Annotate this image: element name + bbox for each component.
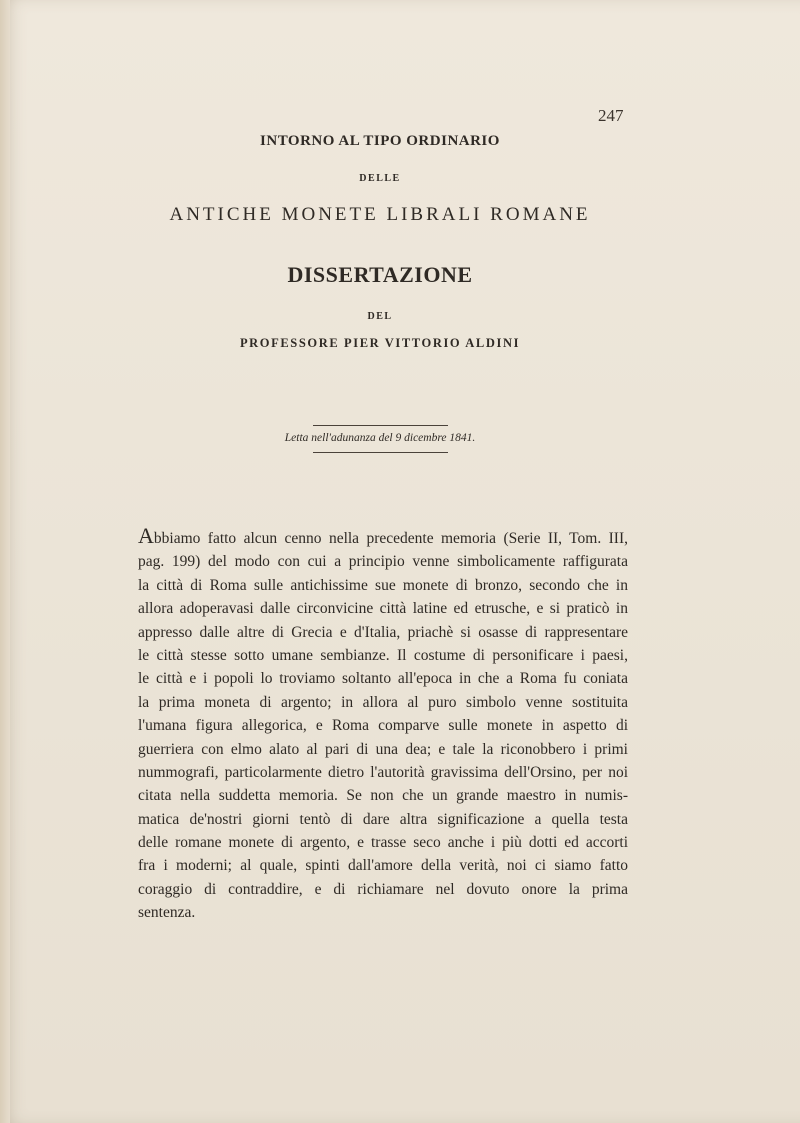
body-line: le città e i popoli lo troviamo soltanto all'epoca in che a Roma fu coniata <box>138 670 628 688</box>
body-line: matica de'nostri giorni tentò di dare altra significazione a quella testa <box>138 810 628 828</box>
body-line: allora adoperavasi dalle circonvicine città latine ed etrusche, e si praticò in <box>138 600 628 618</box>
body-line: l'umana figura allegorica, e Roma comparve sulle monete in aspetto di <box>138 717 628 735</box>
page-number: 247 <box>598 106 624 125</box>
title-line-2: DELLE <box>359 173 401 184</box>
body-line: la città di Roma sulle antichissime sue monete di bronzo, secondo che in <box>138 576 628 594</box>
first-line-text: bbiamo fatto alcun cenno nella precedente memoria (Serie II, Tom. III, <box>153 530 628 547</box>
top-rule <box>313 425 448 426</box>
body-line: delle romane monete di argento, e trasse seco anche i più dotti ed accorti <box>138 834 628 852</box>
bottom-rule <box>313 452 448 453</box>
dissertation-heading: DISSERTAZIONE <box>287 262 473 287</box>
title-line-1: INTORNO AL TIPO ORDINARIO <box>260 133 500 149</box>
body-line: appresso dalle altre di Grecia e d'Italia, priachè si osasse di rappresentare <box>138 623 628 641</box>
body-line: guerriera con elmo alato al pari di una dea; e tale la riconobbero i primi <box>138 740 628 758</box>
body-line: citata nella suddetta memoria. Se non che un grande maestro in numis- <box>138 787 628 805</box>
body-paragraph <box>138 523 628 925</box>
body-line-last: sentenza. <box>138 904 196 922</box>
del-label: DEL <box>367 311 393 322</box>
drop-cap: A <box>138 523 154 548</box>
body-line <box>138 523 628 550</box>
body-line: la prima moneta di argento; in allora al puro simbolo venne sostituita <box>138 693 628 711</box>
title-line-3: ANTICHE MONETE LIBRALI ROMANE <box>169 204 591 225</box>
page-edge <box>0 0 10 1123</box>
body-line: coraggio di contraddire, e di richiamare nel dovuto onore la prima <box>138 880 628 898</box>
body-line: fra i moderni; al quale, spinti dall'amore della verità, noi ci siamo fatto <box>138 857 628 875</box>
body-line: nummografi, particolarmente dietro l'autorità gravissima dell'Orsino, per noi <box>138 763 628 781</box>
body-line: pag. 199) del modo con cui a principio venne simbolicamente raffigurata <box>138 553 628 571</box>
reading-note: Letta nell'adunanza del 9 dicembre 1841. <box>284 432 476 444</box>
author-line: PROFESSORE PIER VITTORIO ALDINI <box>239 336 521 350</box>
body-line: le città stesse sotto umane sembianze. Il costume di personificare i paesi, <box>138 646 628 664</box>
